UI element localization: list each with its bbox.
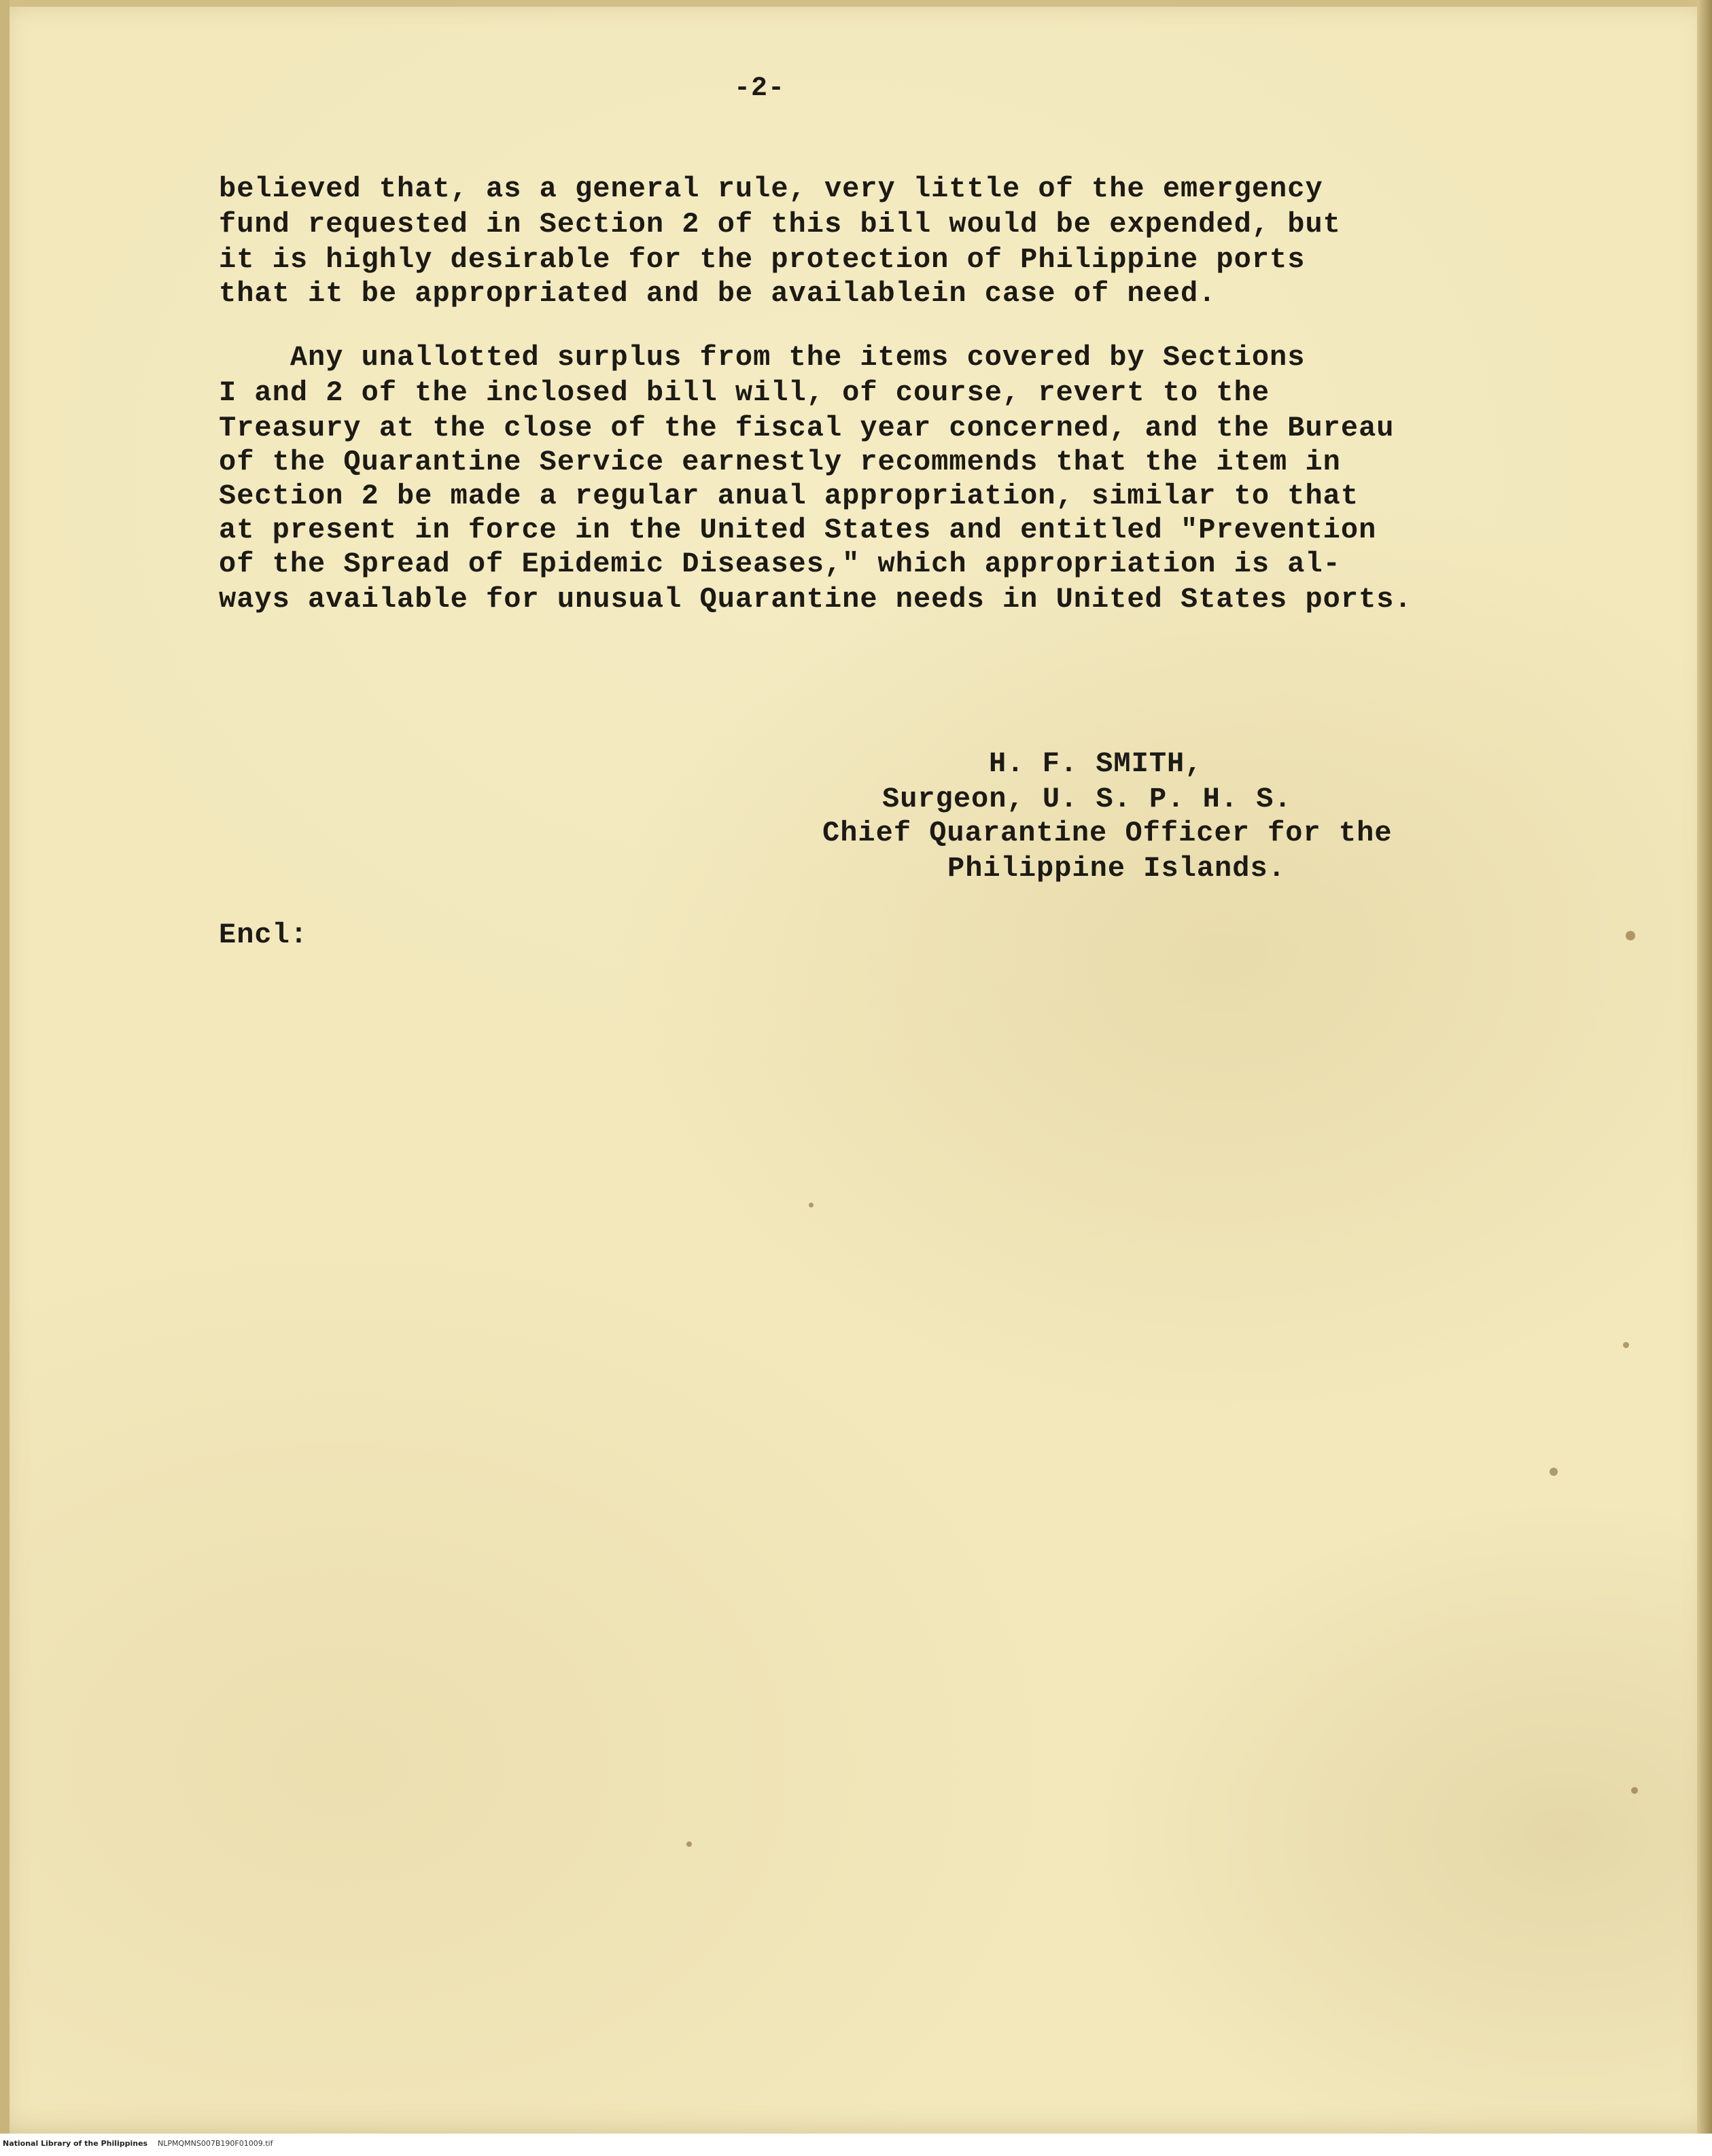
paper-stain [1631,1787,1638,1794]
enclosure-note: Encl: [219,919,309,951]
paragraph-2-line: of the Spread of Epidemic Diseases," which appropriation is al- [219,548,1341,580]
paper-stain [1626,931,1635,940]
paper-stain [809,1203,814,1207]
paragraph-1-line: that it be appropriated and be availablein case of need. [219,277,1217,310]
paper-top-edge [0,0,1712,7]
footer-library: National Library of the Philippines [3,2139,148,2148]
paper-stain [1550,1468,1558,1476]
paragraph-2-line: Section 2 be made a regular anual appropriation, similar to that [219,480,1359,512]
paragraph-2-line: ways available for unusual Quarantine needs in United States ports. [219,583,1412,616]
signature-name: H. F. SMITH, [989,747,1203,780]
paragraph-1-line: believed that, as a general rule, very little of the emergency [219,173,1323,205]
paragraph-1-line: fund requested in Section 2 of this bill would be expended, but [219,208,1341,241]
signature-title: Surgeon, U. S. P. H. S. [882,783,1292,815]
paper-left-edge [0,0,10,2134]
page-number: -2- [734,73,786,104]
signature-title: Chief Quarantine Officer for the [822,817,1393,849]
paper-right-edge [1697,0,1712,2134]
paragraph-2-line: Any unallotted surplus from the items covered by Sections [219,341,1306,374]
paragraph-2-line: I and 2 of the inclosed bill will, of course, revert to the [219,376,1270,409]
paragraph-2-line: of the Quarantine Service earnestly recommends that the item in [219,446,1341,478]
paper-stain [686,1841,692,1847]
paragraph-1-line: it is highly desirable for the protection of Philippine ports [219,243,1306,276]
paper-stain [1623,1342,1629,1348]
signature-title: Philippine Islands. [947,852,1286,885]
paragraph-2-line: Treasury at the close of the fiscal year concerned, and the Bureau [219,412,1395,444]
footer-file-id: NLPMQMNS007B190F01009.tif [158,2139,273,2148]
paragraph-2-line: at present in force in the United States and entitled "Prevention [219,514,1377,546]
